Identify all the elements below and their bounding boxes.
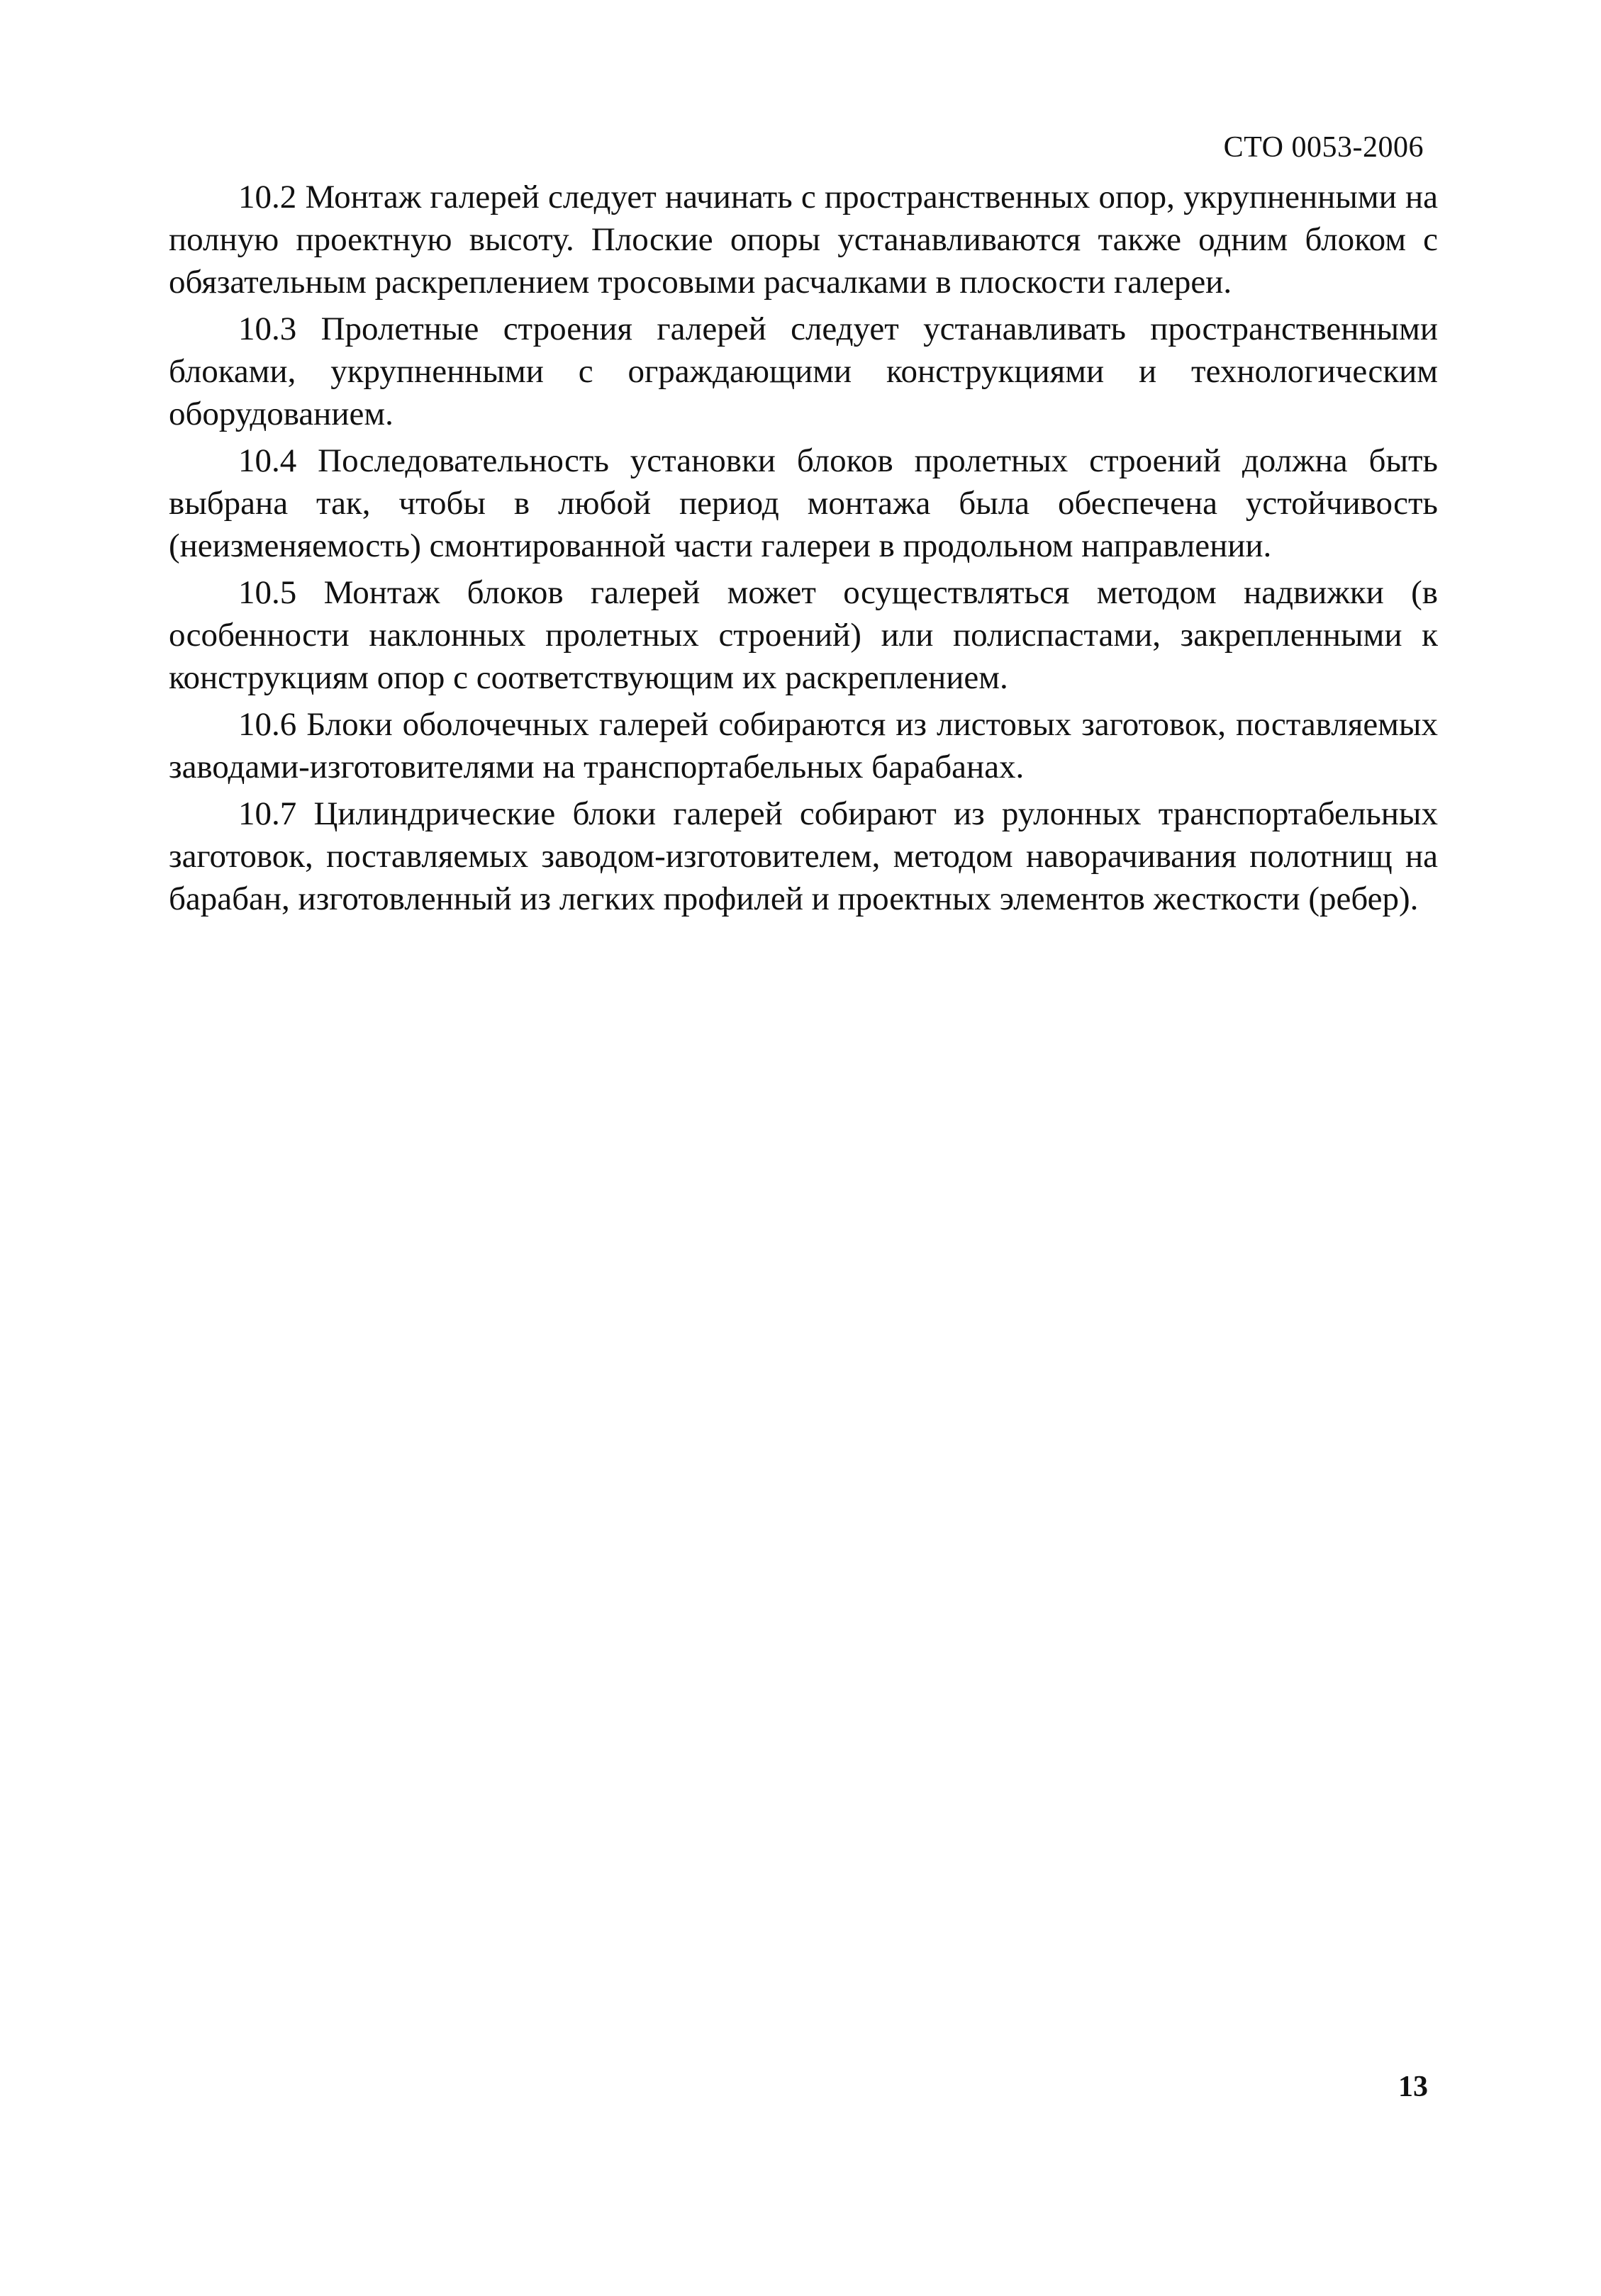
paragraph-10-7: 10.7 Цилиндрические блоки галерей собирают из рулонных транспортабельных заготовок, поставляемых заводом-изготовителем, методом наворачивания полотнищ на барабан, изготовленный из легких профилей и проектных элементов жесткости (ребер). — [169, 795, 1438, 917]
paragraph-10-2: 10.2 Монтаж галерей следует начинать с пространственных опор, укрупненными на полную проектную высоту. Плоские опоры устанавливаются также одним блоком с обязательным раскреплением тросовыми расчалками в плоскости галереи. — [169, 179, 1438, 301]
paragraph-10-5: 10.5 Монтаж блоков галерей может осуществляться методом надвижки (в особенности наклонных пролетных строений) или полиспастами, закрепленными к конструкциям опор с соответствующим их раскреплением. — [169, 574, 1438, 696]
document-body — [169, 176, 1438, 924]
page-number: 13 — [1398, 2071, 1428, 2103]
paragraph-10-4: 10.4 Последовательность установки блоков пролетных строений должна быть выбрана так, чтобы в любой период монтажа была обеспечена устойчивость (неизменяемость) смонтированной части галереи в продольном направлении. — [169, 442, 1438, 564]
paragraph-10-3: 10.3 Пролетные строения галерей следует устанавливать пространственными блоками, укрупненными с ограждающими конструкциями и технологическим оборудованием. — [169, 310, 1438, 432]
paragraph-10-6: 10.6 Блоки оболочечных галерей собираются из листовых заготовок, поставляемых заводами-изготовителями на транспортабельных барабанах. — [169, 706, 1438, 785]
document-code: СТО 0053-2006 — [1223, 131, 1424, 164]
